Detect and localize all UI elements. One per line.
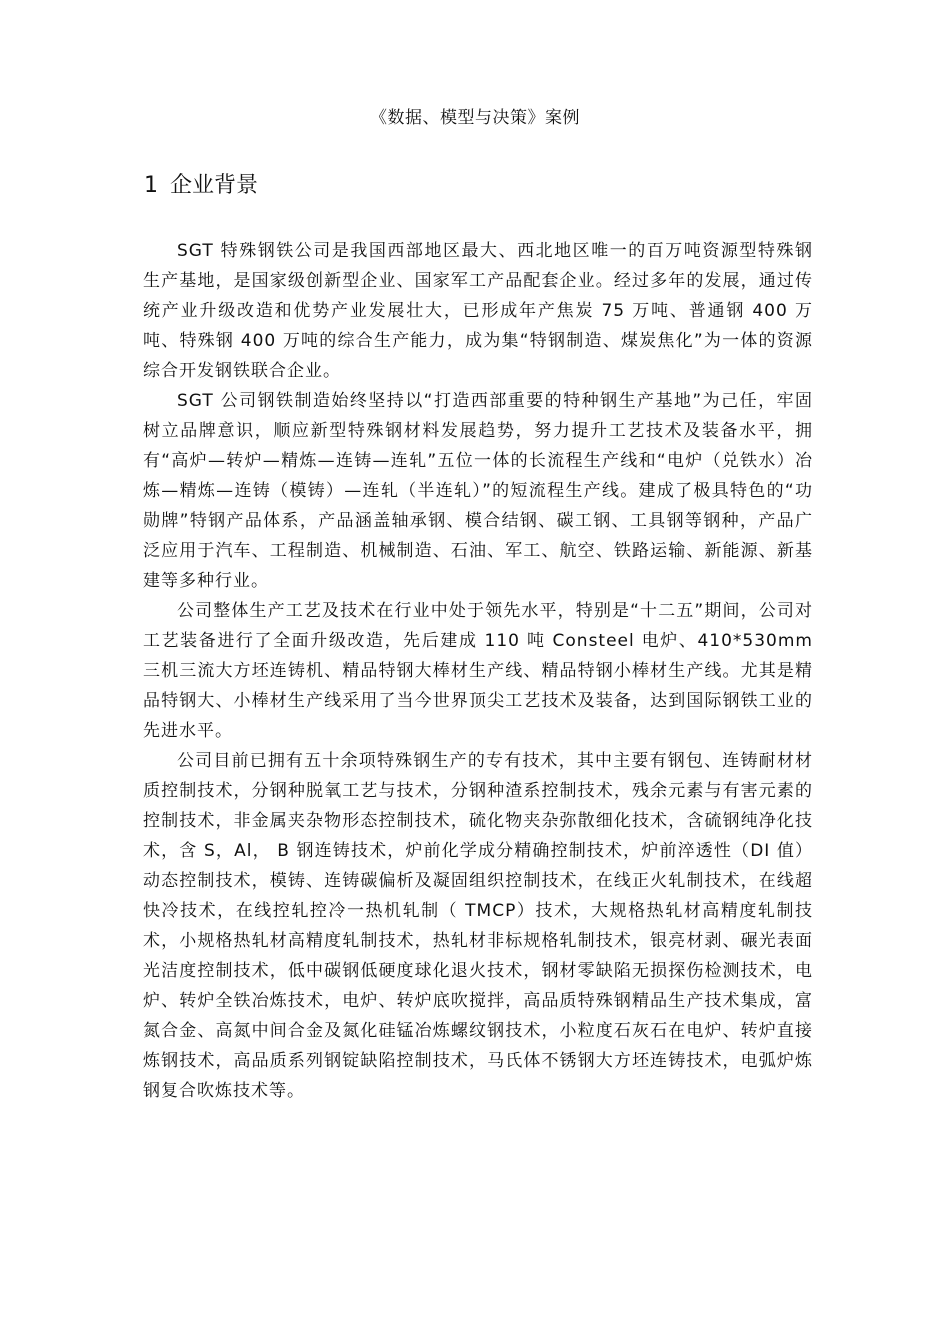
paragraph-1: SGT 特殊钢铁公司是我国西部地区最大、西北地区唯一的百万吨资源型特殊钢生产基地，是国家级创新型企业、国家军工产品配套企业。经过多年的发展，通过传统产业升级改造和优势产业发展壮大，已形成年产焦炭 75 万吨、普通钢 400 万吨、特殊钢 400 万吨的综合生产能力，成为集“特钢制造、煤炭焦化”为一体的资源综合开发钢铁联合企业。 <box>143 241 813 381</box>
section-number: 1 <box>144 173 158 198</box>
section-title: 企业背景 <box>170 173 259 198</box>
paragraph-3: 公司整体生产工艺及技术在行业中处于领先水平，特别是“十二五”期间，公司对工艺装备进行了全面升级改造，先后建成 110 吨 Consteel 电炉、410*530mm 三机三流大方坯连铸机、精品特钢大棒材生产线、精品特钢小棒材生产线。尤其是精品特钢大、小棒材生产线采用了当今世界顶尖工艺技术及装备，达到国际钢铁工业的先进水平。 <box>143 601 813 741</box>
paragraph-2: SGT 公司钢铁制造始终坚持以“打造西部重要的特种钢生产基地”为己任，牢固树立品牌意识，顺应新型特殊钢材料发展趋势，努力提升工艺技术及装备水平，拥有“高炉—转炉—精炼—连铸—连轧”五位一体的长流程生产线和“电炉（兑铁水）冶炼—精炼—连铸（模铸）—连轧（半连轧）”的短流程生产线。建成了极具特色的“功勋牌”特钢产品体系，产品涵盖轴承钢、模合结钢、碳工钢、工具钢等钢种，产品广泛应用于汽车、工程制造、机械制造、石油、军工、航空、铁路运输、新能源、新基建等多种行业。 <box>143 391 813 591</box>
section-heading <box>144 168 258 204</box>
body-text <box>143 236 813 1106</box>
paragraph-4: 公司目前已拥有五十余项特殊钢生产的专有技术，其中主要有钢包、连铸耐材材质控制技术，分钢种脱氧工艺与技术，分钢种渣系控制技术，残余元素与有害元素的控制技术，非金属夹杂物形态控制技术，硫化物夹杂弥散细化技术，含硫钢纯净化技术，含 S，Al， B 钢连铸技术，炉前化学成分精确控制技术，炉前淬透性（DI 值）动态控制技术，模铸、连铸碳偏析及凝固组织控制技术，在线正火轧制技术，在线超快冷技术，在线控轧控冷一热机轧制（ TMCP）技术，大规格热轧材高精度轧制技术，小规格热轧材高精度轧制技术，热轧材非标规格轧制技术，银亮材剥、碾光表面光洁度控制技术，低中碳钢低硬度球化退火技术，钢材零缺陷无损探伤检测技术，电炉、转炉全铁冶炼技术，电炉、转炉底吹搅拌，高品质特殊钢精品生产技术集成，富氮合金、高氮中间合金及氮化硅锰冶炼螺纹钢技术，小粒度石灰石在电炉、转炉直接炼钢技术，高品质系列钢锭缺陷控制技术，马氏体不锈钢大方坯连铸技术，电弧炉炼钢复合吹炼技术等。 <box>143 751 813 1101</box>
document-title: 《数据、模型与决策》案例 <box>370 108 580 128</box>
